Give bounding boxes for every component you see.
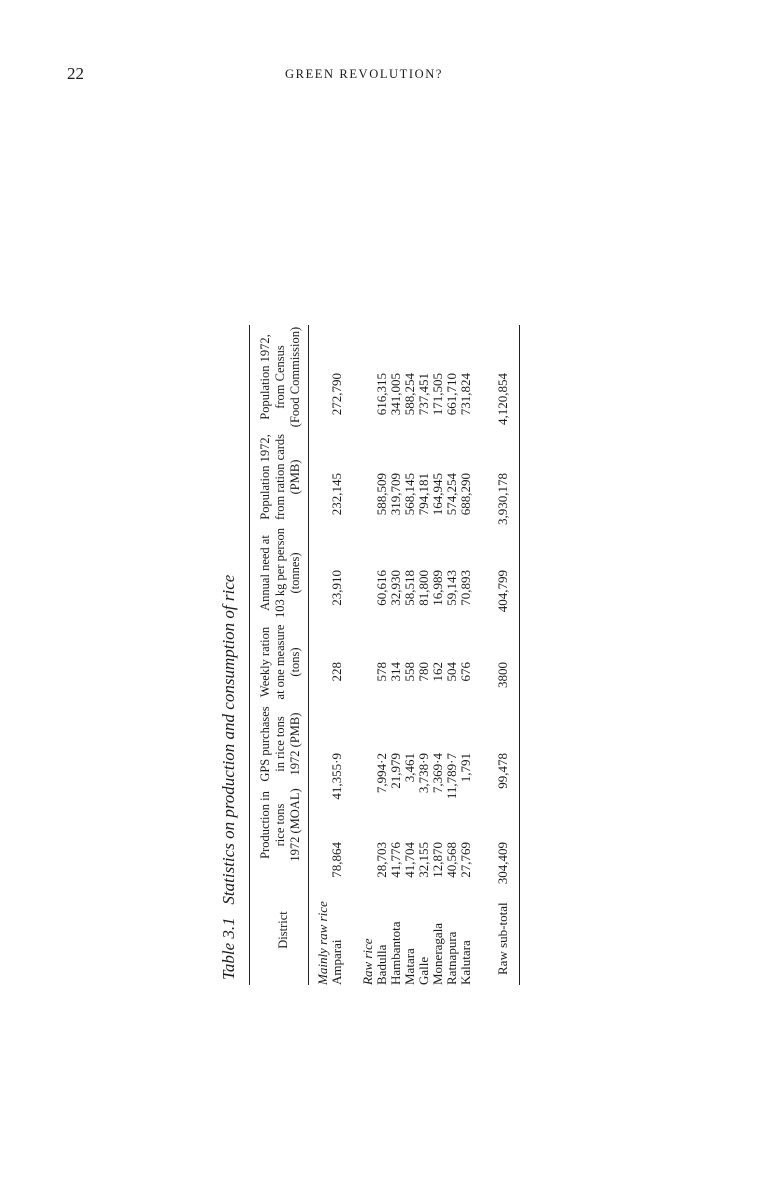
section-label-raw: Raw rice bbox=[360, 938, 375, 985]
table-cell: 504 bbox=[444, 662, 459, 682]
table-cell: 558 bbox=[402, 662, 417, 682]
table-cell: 731,824 bbox=[458, 373, 473, 416]
col-header-population-ration bbox=[258, 429, 303, 525]
col-header-line: Production in bbox=[258, 791, 272, 859]
col-header-line: 1972 (PMB) bbox=[288, 712, 302, 776]
table-cell: 232,145 bbox=[329, 473, 344, 516]
table-cell: 78,864 bbox=[329, 842, 344, 878]
table-cell: 58,518 bbox=[402, 570, 417, 606]
table-cell: 319,709 bbox=[388, 473, 403, 516]
col-header-line: from Census bbox=[273, 345, 287, 409]
table-cell: 60,616 bbox=[374, 570, 389, 606]
table-cell: 32,155 bbox=[416, 842, 431, 878]
table-cell: 59,143 bbox=[444, 570, 459, 606]
col-header-line: Population 1972, bbox=[258, 334, 272, 420]
district-label: Ratnapura bbox=[444, 931, 459, 985]
caption-text: Statistics on production and consumption of rice bbox=[219, 574, 238, 905]
table-cell: 12,870 bbox=[430, 842, 445, 878]
table-cell: 616,315 bbox=[374, 373, 389, 416]
bottom-rule bbox=[519, 325, 520, 985]
col-header-population-census bbox=[258, 325, 303, 429]
col-header-line: Annual need at bbox=[258, 535, 272, 611]
col-header-line: rice tons bbox=[273, 803, 287, 847]
table-cell: 162 bbox=[430, 662, 445, 682]
table-caption bbox=[219, 575, 239, 980]
running-head bbox=[0, 64, 778, 88]
table-cell: 688,290 bbox=[458, 473, 473, 516]
table-cell: 99,478 bbox=[495, 753, 510, 789]
col-header-line: (tonnes) bbox=[288, 552, 302, 594]
table-cell: 164,945 bbox=[430, 473, 445, 516]
district-label: Kalutara bbox=[458, 940, 473, 985]
table-cell: 4,120,854 bbox=[495, 373, 510, 425]
table-cell: 41,776 bbox=[388, 842, 403, 878]
table-cell: 1,791 bbox=[458, 753, 473, 783]
table-cell: 11,789·7 bbox=[444, 753, 459, 800]
table-cell: 574,254 bbox=[444, 473, 459, 516]
col-header-line: (Food Commission) bbox=[288, 326, 302, 428]
col-header-line: 103 kg per person bbox=[273, 528, 287, 618]
table-cell: 588,254 bbox=[402, 373, 417, 416]
table-cell: 3,930,178 bbox=[495, 473, 510, 525]
district-label: Moneragala bbox=[430, 922, 445, 985]
table-cell: 341,005 bbox=[388, 373, 403, 416]
district-label: Badulla bbox=[374, 944, 389, 985]
col-header-gps bbox=[258, 703, 303, 785]
col-header-line: 1972 (MOAL) bbox=[288, 788, 302, 862]
district-label: Hambantota bbox=[388, 921, 403, 985]
col-header-production bbox=[258, 785, 303, 865]
header-rule bbox=[308, 325, 309, 985]
top-rule bbox=[249, 325, 250, 985]
section-label-mainly-raw: Mainly raw rice bbox=[315, 901, 330, 985]
table-cell: 23,910 bbox=[329, 570, 344, 606]
table-cell: 21,979 bbox=[388, 753, 403, 789]
table-cell: 7,369·4 bbox=[430, 753, 445, 794]
col-header-line: from ration cards bbox=[273, 433, 287, 521]
running-title: GREEN REVOLUTION? bbox=[285, 67, 444, 81]
col-header-line: District bbox=[276, 911, 290, 949]
table-cell: 3,461 bbox=[402, 753, 417, 783]
table-cell: 40,568 bbox=[444, 842, 459, 878]
table-cell: 588,509 bbox=[374, 473, 389, 516]
table-cell: 41,704 bbox=[402, 842, 417, 878]
table-cell: 7,994·2 bbox=[374, 753, 389, 794]
col-header-line: Weekly ration bbox=[258, 626, 272, 698]
col-header-line: in rice tons bbox=[273, 716, 287, 772]
district-label: Raw sub-total bbox=[495, 902, 510, 975]
table-cell: 304,409 bbox=[495, 842, 510, 885]
col-header-annual bbox=[258, 525, 303, 621]
table-cell: 568,145 bbox=[402, 473, 417, 516]
table-cell: 81,800 bbox=[416, 570, 431, 606]
table-cell: 171,505 bbox=[430, 373, 445, 416]
table-cell: 780 bbox=[416, 662, 431, 682]
col-header-weekly bbox=[258, 621, 303, 703]
table-cell: 32,930 bbox=[388, 570, 403, 606]
table-cell: 28,703 bbox=[374, 842, 389, 878]
table-cell: 794,181 bbox=[416, 473, 431, 516]
table-cell: 3,738·9 bbox=[416, 753, 431, 794]
col-header-district bbox=[276, 875, 291, 985]
table-cell: 3800 bbox=[495, 662, 510, 688]
table-cell: 676 bbox=[458, 662, 473, 682]
col-header-line: Population 1972, bbox=[258, 434, 272, 520]
col-header-line: (PMB) bbox=[288, 459, 302, 495]
col-header-line: GPS purchases bbox=[258, 706, 272, 782]
table-cell: 737,451 bbox=[416, 373, 431, 416]
district-label: Matara bbox=[402, 948, 417, 985]
district-label: Amparai bbox=[329, 939, 344, 985]
rotated-table bbox=[205, 325, 595, 985]
table-cell: 661,710 bbox=[444, 373, 459, 416]
table-cell: 41,355·9 bbox=[329, 753, 344, 800]
col-header-line: at one measure bbox=[273, 624, 287, 700]
district-label: Galle bbox=[416, 956, 431, 985]
table-cell: 272,790 bbox=[329, 373, 344, 416]
page-number: 22 bbox=[67, 64, 84, 83]
table-cell: 404,799 bbox=[495, 570, 510, 613]
table-cell: 70,893 bbox=[458, 570, 473, 606]
table-cell: 314 bbox=[388, 662, 403, 682]
table-cell: 27,769 bbox=[458, 842, 473, 878]
table-cell: 578 bbox=[374, 662, 389, 682]
table-cell: 228 bbox=[329, 662, 344, 682]
col-header-line: (tons) bbox=[288, 647, 302, 677]
table-cell: 16,989 bbox=[430, 570, 445, 606]
caption-label: Table 3.1 bbox=[219, 917, 238, 980]
